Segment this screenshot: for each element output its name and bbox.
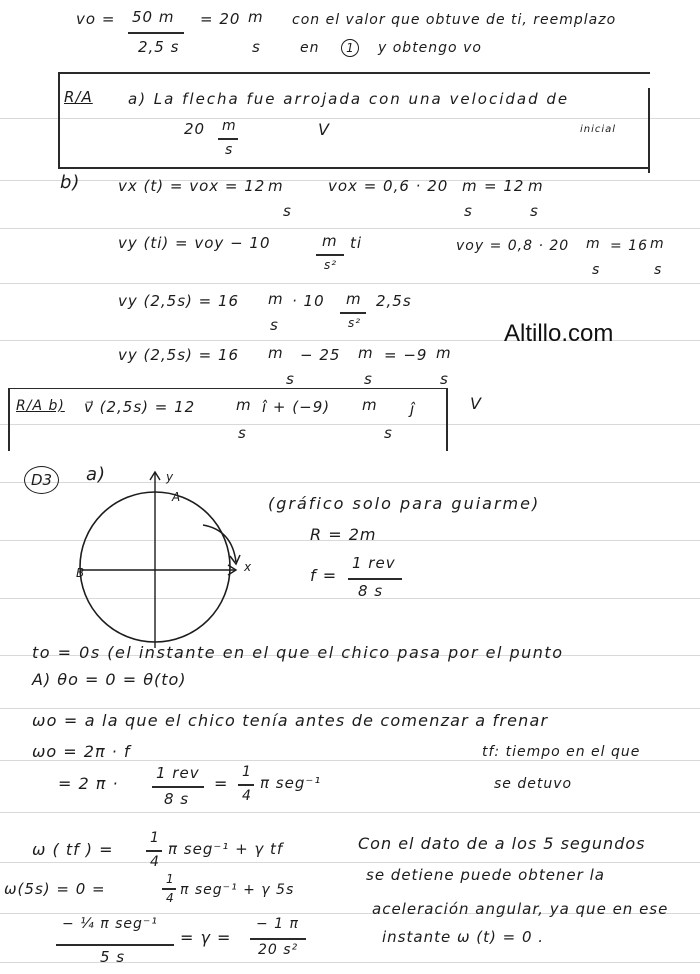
fraction-denominator: 4 [150, 854, 160, 870]
unit-numerator: m [528, 177, 544, 195]
eq-tail: π seg⁻¹ + γ 5s [180, 882, 295, 898]
answer-vector: v⃗ (2,5s) = 12 [84, 398, 196, 416]
fraction-bar [348, 578, 402, 580]
axis-label-y: y [166, 470, 175, 484]
unit-denominator: s [283, 202, 292, 220]
fraction-denominator: 4 [242, 788, 252, 804]
fraction-numerator: 1 rev [156, 764, 200, 782]
unit-numerator: m [268, 344, 284, 362]
frequency-label: f = [310, 566, 338, 585]
eq-vy-25: vy (2,5s) = 16 [118, 292, 240, 310]
answer-value: 20 [184, 120, 206, 138]
eq-part: · 10 [292, 292, 325, 310]
eq-voy: voy = 0,8 · 20 [456, 238, 570, 254]
fraction-denominator: 2,5 s [138, 38, 180, 56]
problem-number: D3 [24, 466, 59, 494]
text-line: to = 0s (el instante en el que el chico pasa por el punto [32, 643, 564, 662]
unit-numerator: m [322, 232, 338, 250]
unit-numerator: m [248, 8, 264, 26]
fraction-denominator: 4 [166, 891, 175, 905]
eq-omega0: ωo = 2π · f [32, 742, 131, 761]
graph-note: (gráfico solo para guiarme) [268, 494, 541, 513]
part-b-label: b) [60, 172, 81, 193]
fraction-bar [56, 944, 174, 946]
unit-denominator: s [286, 370, 295, 388]
note-text: aceleración angular, ya que en ese [372, 900, 669, 918]
part-a-label: a) [86, 464, 107, 485]
point-label-a: A [172, 490, 182, 504]
unit-numerator: m [268, 290, 284, 308]
fraction-denominator: 8 s [164, 790, 190, 808]
axis-label-x: x [244, 560, 253, 574]
unit-denominator: s [270, 316, 279, 334]
note-text: Con el dato de a los 5 segundos [358, 834, 646, 853]
eq-omega-5s: ω(5s) = 0 = [4, 880, 106, 898]
unit-numerator: m [268, 177, 284, 195]
eq-vx: vx (t) = vox = 12 [118, 177, 266, 195]
unit-denominator: s [440, 370, 449, 388]
eq-vox: vox = 0,6 · 20 [328, 177, 449, 195]
small-note: inicial [580, 124, 617, 135]
note-text: se detiene puede obtener la [366, 866, 605, 884]
note-text: instante ω (t) = 0 . [382, 928, 545, 946]
note-text: tf: tiempo en el que [482, 744, 641, 760]
frequency-denominator: 8 s [358, 582, 384, 600]
eq-omega0-calc: = 2 π · [58, 774, 119, 793]
point-label-b: B [76, 566, 86, 580]
eq-gamma: = γ = [180, 928, 232, 947]
watermark: Altillo.com [504, 320, 614, 347]
answer-label: R/A [64, 88, 93, 106]
equals-sign: = [214, 774, 229, 793]
unit-denominator: s² [348, 316, 362, 330]
fraction-numerator: − 1 π [256, 916, 299, 932]
eq-omega-tf: ω ( tf ) = [32, 840, 114, 859]
fraction-bar [162, 888, 176, 890]
unit-numerator: m [436, 344, 452, 362]
note-text: se detuvo [494, 776, 573, 792]
fraction-bar [250, 938, 306, 940]
answer-vector-part: î + (−9) [262, 398, 331, 416]
eq-result: = 20 [200, 10, 241, 28]
unit-denominator: s [364, 370, 373, 388]
eq-tail: 2,5s [376, 292, 412, 310]
fraction-numerator: 1 [242, 764, 252, 780]
fraction-bar [238, 784, 254, 786]
unit-numerator: m [650, 236, 665, 252]
unit-numerator: m [346, 290, 362, 308]
circled-number: 1 [341, 39, 359, 57]
unit-denominator: s [225, 142, 234, 158]
unit-numerator: m [236, 396, 252, 414]
fraction-bar [152, 786, 204, 788]
frequency-numerator: 1 rev [352, 554, 396, 572]
eq-tail: π seg⁻¹ [260, 774, 322, 792]
fraction-denominator: 20 s² [258, 942, 299, 958]
fraction-numerator: − ¼ π seg⁻¹ [62, 916, 158, 932]
unit-denominator: s [252, 38, 261, 56]
radius-value: R = 2m [310, 525, 377, 544]
eq-result: = 16 [610, 238, 648, 254]
fraction-denominator: 5 s [100, 948, 126, 966]
check-mark: V [470, 394, 482, 413]
unit-denominator: s [464, 202, 473, 220]
unit-numerator: m [222, 118, 237, 134]
eq-tail: π seg⁻¹ + γ tf [168, 840, 284, 858]
eq-tail: ti [350, 234, 363, 252]
fraction-bar [146, 850, 162, 852]
answer-text: a) La flecha fue arrojada con una velocidad de [128, 90, 570, 108]
eq-result: = 12 [484, 177, 525, 195]
eq-vy-25-result: vy (2,5s) = 16 [118, 346, 240, 364]
unit-numerator: m [362, 396, 378, 414]
eq-vo-label: vo = [76, 10, 116, 28]
unit-denominator: s [530, 202, 539, 220]
eq-vy: vy (ti) = voy − 10 [118, 234, 271, 252]
note-text: en [300, 40, 320, 56]
unit-denominator: s [654, 262, 663, 278]
unit-denominator: s² [324, 258, 338, 272]
unit-denominator: s [384, 424, 393, 442]
unit-numerator: m [586, 236, 601, 252]
fraction-numerator: 1 [166, 872, 175, 886]
fraction-numerator: 1 [150, 830, 160, 846]
note-text: con el valor que obtuve de ti, reemplazo [292, 12, 617, 28]
eq-result: = −9 [384, 346, 428, 364]
eq-part: − 25 [300, 346, 341, 364]
fraction-numerator: 50 m [132, 8, 175, 26]
unit-vector-j: ĵ [410, 400, 416, 418]
note-text: y obtengo vo [378, 40, 482, 56]
answer-label: R/A b) [16, 398, 65, 414]
unit-numerator: m [462, 177, 478, 195]
text-line: ωo = a la que el chico tenía antes de comenzar a frenar [32, 711, 549, 730]
check-mark: V [318, 120, 330, 139]
unit-denominator: s [238, 424, 247, 442]
text-line: A) θo = 0 = θ(to) [32, 670, 187, 689]
unit-denominator: s [592, 262, 601, 278]
unit-numerator: m [358, 344, 374, 362]
